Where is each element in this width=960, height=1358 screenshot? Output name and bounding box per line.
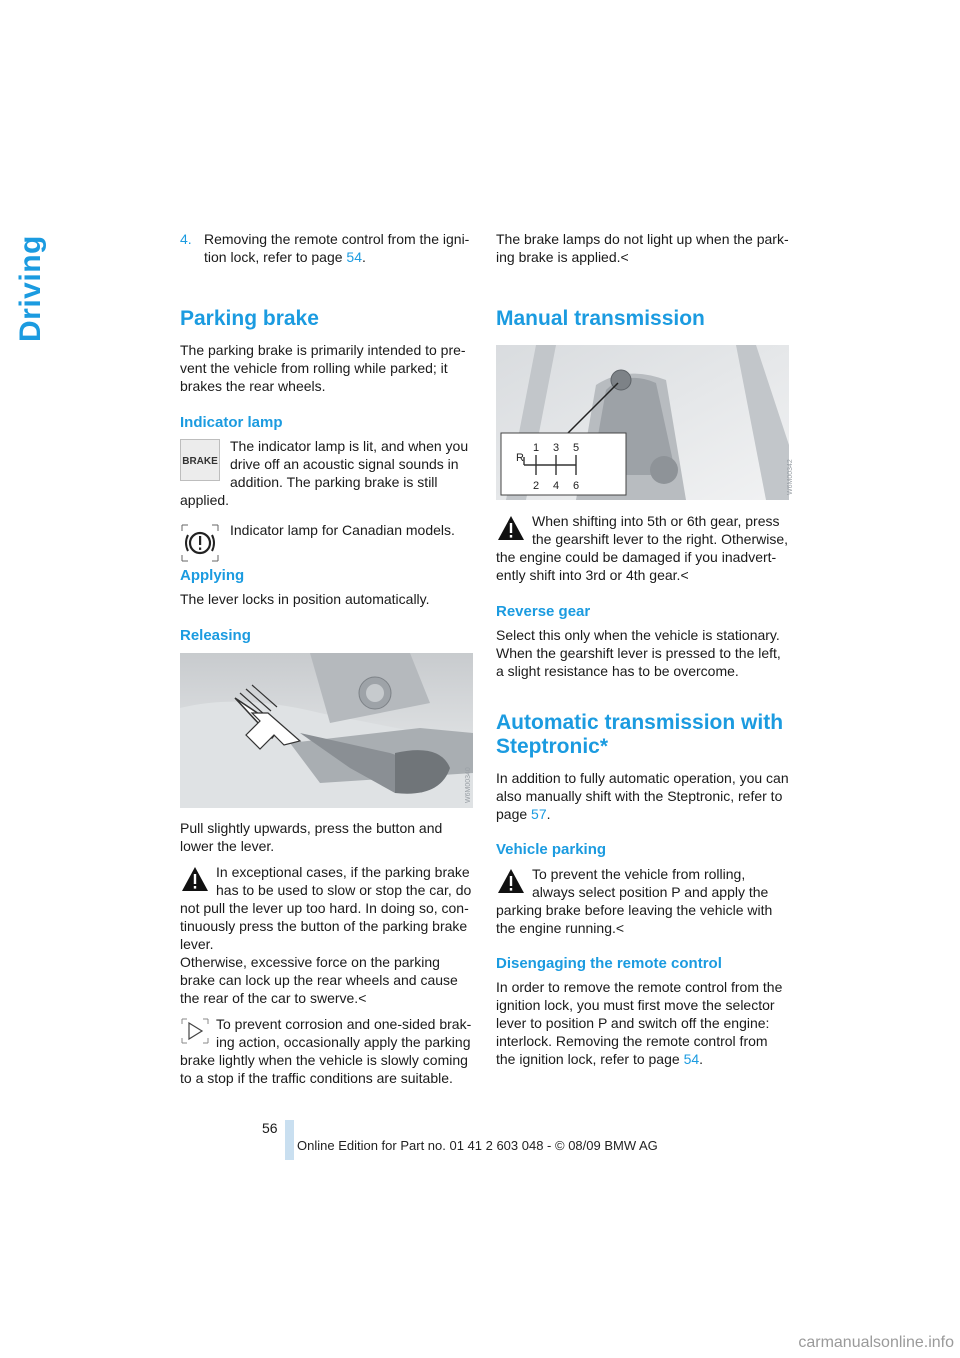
gearshift-image	[496, 345, 794, 500]
warning-text-2: Otherwise, excessive force on the parking brake can lock up the rear wheels and cause the rear of the car to swerve.<	[180, 954, 458, 1006]
indicator-lamp-para	[180, 437, 473, 509]
page-link-54[interactable]: 54	[346, 249, 362, 265]
gear-label-r: R	[516, 452, 524, 464]
right-column	[496, 230, 794, 1068]
left-column	[180, 230, 473, 1087]
canadian-lamp-text: Indicator lamp for Canadian models.	[230, 522, 455, 538]
manual-transmission-heading: Manual transmission	[496, 307, 705, 330]
vehicle-parking-heading: Vehicle parking	[496, 841, 607, 858]
disengaging-heading: Disengaging the remote control	[496, 955, 722, 972]
gear-label-6: 6	[573, 480, 580, 492]
applying-text: The lever locks in position automatically.	[180, 591, 430, 607]
releasing-text: Pull slightly upwards, press the button and lower the lever.	[180, 820, 443, 854]
gear-label-4: 4	[553, 480, 560, 492]
canadian-brake-lamp-icon	[180, 523, 220, 559]
vehicle-parking-para	[496, 865, 789, 937]
automatic-transmission-text	[496, 769, 789, 823]
parking-brake-heading: Parking brake	[180, 307, 319, 330]
period: .	[546, 806, 551, 822]
gear-label-5: 5	[573, 442, 580, 454]
period: .	[699, 1051, 704, 1067]
warning-text: In exceptional cases, if the parking brake has to be used to slow or stop the car, do not pull the lever up too hard. In doing so, con-tinuously press the button of the parking brake lever.	[180, 864, 472, 952]
indicator-lamp-heading: Indicator lamp	[180, 414, 283, 431]
edition-text: Online Edition for Part no. 01 41 2 603 048 - © 08/09 BMW AG	[297, 1138, 658, 1153]
gear-label-3: 3	[553, 442, 560, 454]
page-link-57[interactable]: 57	[531, 806, 547, 822]
footer-bar	[285, 1120, 294, 1160]
auto-text: In addition to fully automatic operation, you can also manually shift with the Steptronic, refer to page	[496, 770, 789, 822]
disengaging-text	[496, 978, 789, 1068]
brake-lamp-icon	[180, 439, 220, 475]
parking-brake-text: The parking brake is primarily intended to pre-vent the vehicle from rolling while parked; it brakes the rear wheels.	[180, 342, 466, 394]
note-text: To prevent corrosion and one-sided brak-ing action, occasionally apply the parking brake lightly when the vehicle is slowly coming to a stop if the traffic conditions are suitable.	[180, 1016, 472, 1086]
image-code: W6M00342	[787, 459, 794, 495]
shift-warning-text: When shifting into 5th or 6th gear, press the gearshift lever to the right. Otherwise, the engine could be damaged if you inadvert-ently shift into 3rd or 4th gear.<	[496, 513, 789, 583]
note-arrow-icon	[180, 1017, 210, 1045]
automatic-transmission-heading: Automatic transmission with Steptronic*	[496, 711, 784, 758]
watermark: carmanualsonline.info	[798, 1334, 954, 1351]
page-link-54[interactable]: 54	[683, 1051, 700, 1067]
indicator-lamp-text: The indicator lamp is lit, and when you drive off an acoustic signal sounds in addition. The parking brake is still applied.	[180, 438, 469, 508]
warning-para	[180, 863, 473, 1007]
section-title: Driving	[14, 235, 47, 342]
disengaging-body: In order to remove the remote control from the ignition lock, you must first move the selector lever to position P and switch off the engine: interlock. Removing the remote control from the ignition lock, refer to page	[496, 979, 783, 1067]
reverse-gear-text: Select this only when the vehicle is stationary. When the gearshift lever is pressed to the left, a slight resistance has to be overcome.	[496, 627, 781, 679]
gear-label-2: 2	[533, 480, 540, 492]
image-code: W6M00340	[465, 767, 472, 803]
gear-label-1: 1	[533, 442, 540, 454]
note-para	[180, 1015, 473, 1087]
warning-icon	[496, 514, 526, 542]
canadian-lamp-para	[180, 521, 473, 539]
period: .	[362, 249, 366, 265]
warning-icon	[180, 865, 210, 893]
parking-brake-lever-image	[180, 653, 473, 808]
applying-heading: Applying	[180, 567, 245, 584]
vehicle-parking-text: To prevent the vehicle from rolling, always select position P and apply the parking brake before leaving the vehicle with the engine running.<	[496, 866, 773, 936]
item-number: 4.	[180, 231, 192, 247]
list-item-4	[180, 230, 473, 266]
item-text: Removing the remote control from the igni-tion lock, refer to page	[204, 231, 470, 265]
brake-lamps-text: The brake lamps do not light up when the park-ing brake is applied.<	[496, 231, 789, 265]
brake-lamp-label: BRAKE	[182, 456, 218, 467]
page-number: 56	[262, 1120, 278, 1136]
reverse-gear-heading: Reverse gear	[496, 603, 591, 620]
warning-icon	[496, 867, 526, 895]
releasing-heading: Releasing	[180, 627, 251, 644]
shift-warning-para	[496, 512, 789, 584]
